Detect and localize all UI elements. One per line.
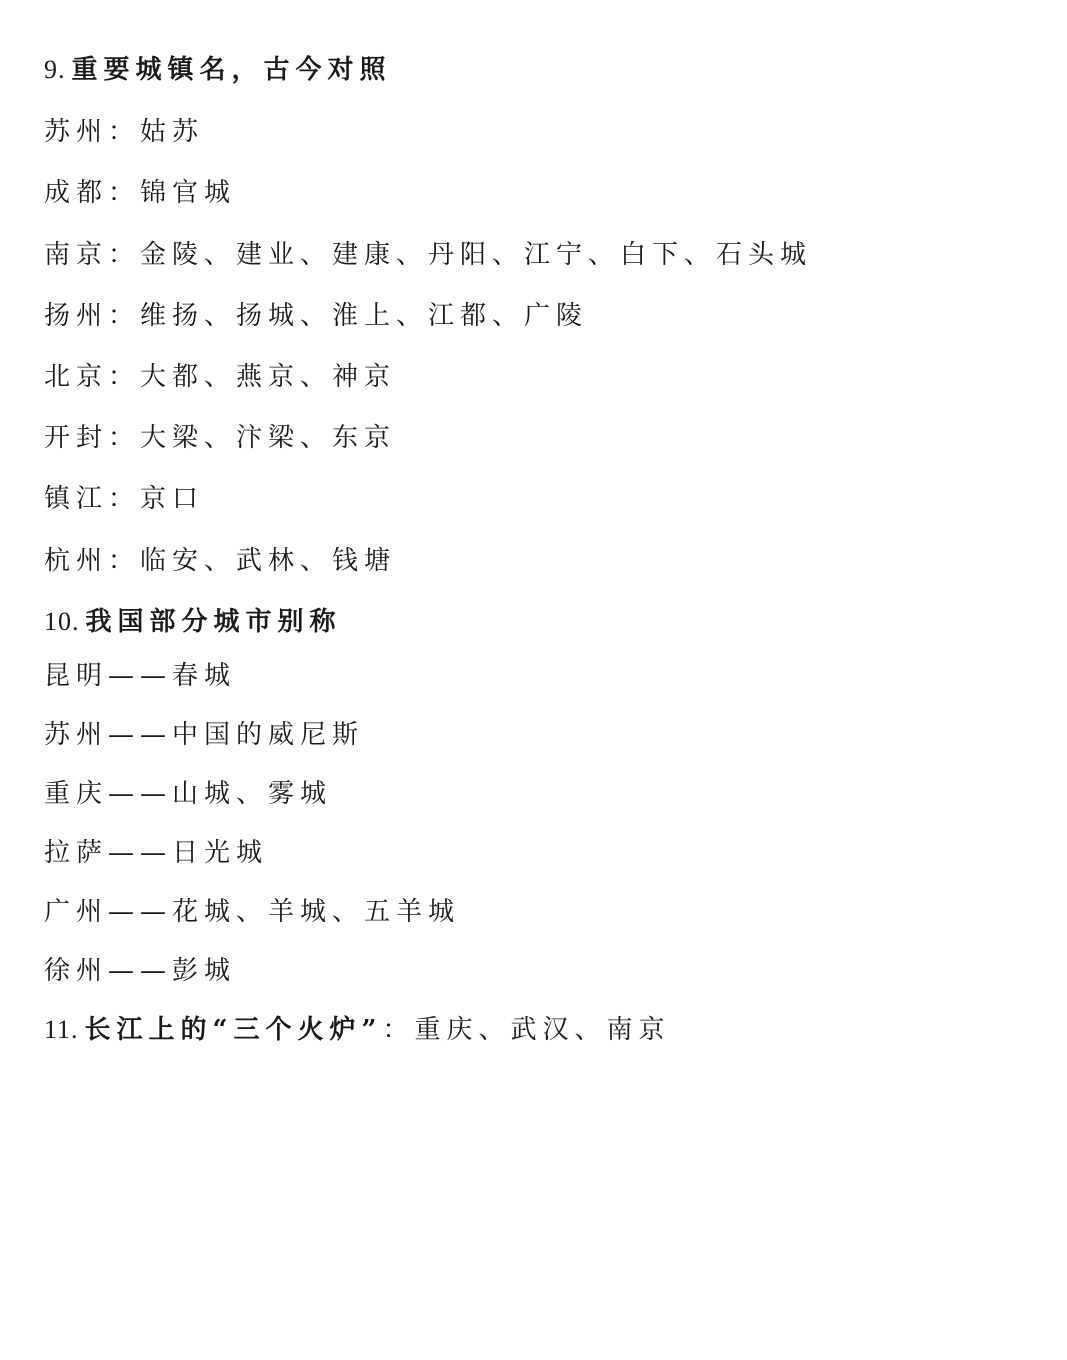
list-item — [44, 659, 236, 693]
separator: —— — [108, 897, 173, 927]
nickname: 花城、羊城、五羊城 — [172, 897, 461, 927]
separator: —— — [108, 779, 173, 809]
nickname: 彭城 — [172, 956, 237, 986]
list-item — [44, 895, 460, 929]
list-item — [44, 176, 236, 210]
ancient-names: 姑苏 — [140, 117, 205, 147]
separator: —— — [108, 661, 173, 691]
nickname: 日光城 — [172, 838, 269, 868]
list-item — [44, 115, 204, 149]
separator: ： — [108, 301, 141, 331]
list-item — [44, 777, 332, 811]
separator: —— — [108, 956, 173, 986]
nickname: 山城、雾城 — [172, 779, 333, 809]
separator: ： — [108, 240, 141, 270]
ancient-names: 金陵、建业、建康、丹阳、江宁、白下、石头城 — [140, 240, 813, 270]
list-item — [44, 482, 204, 516]
city-name: 苏州 — [44, 720, 109, 750]
city-name: 徐州 — [44, 956, 109, 986]
city-name: 昆明 — [44, 661, 109, 691]
city-name: 广州 — [44, 897, 109, 927]
city-name: 拉萨 — [44, 838, 109, 868]
section-number: 9. — [44, 55, 66, 84]
separator: ： — [108, 178, 141, 208]
answer-text: 重庆、武汉、南京 — [414, 1015, 671, 1045]
nickname: 中国的威尼斯 — [172, 720, 365, 750]
list-item — [44, 421, 396, 455]
section-11-heading — [44, 1013, 671, 1047]
separator: —— — [108, 720, 173, 750]
list-item — [44, 238, 812, 272]
section-number: 10. — [44, 607, 80, 636]
nickname: 春城 — [172, 661, 237, 691]
list-item — [44, 954, 236, 988]
city-name: 苏州 — [44, 117, 109, 147]
section-9-heading — [44, 53, 392, 87]
city-name: 杭州 — [44, 546, 109, 576]
ancient-names: 锦官城 — [140, 178, 237, 208]
city-name: 北京 — [44, 362, 109, 392]
section-number: 11. — [44, 1015, 79, 1044]
separator: ： — [108, 423, 141, 453]
list-item — [44, 718, 364, 752]
city-name: 扬州 — [44, 301, 109, 331]
list-item — [44, 836, 268, 870]
city-name: 重庆 — [44, 779, 109, 809]
separator: ： — [382, 1015, 415, 1045]
separator: ： — [108, 117, 141, 147]
ancient-names: 大梁、汴梁、东京 — [140, 423, 397, 453]
section-title: 重要城镇名，古今对照 — [71, 55, 392, 85]
separator: ： — [108, 362, 141, 392]
list-item — [44, 360, 396, 394]
list-item — [44, 299, 588, 333]
section-title: 长江上的“三个火炉” — [84, 1015, 383, 1045]
separator: ： — [108, 484, 141, 514]
city-name: 开封 — [44, 423, 109, 453]
ancient-names: 维扬、扬城、淮上、江都、广陵 — [140, 301, 589, 331]
city-name: 南京 — [44, 240, 109, 270]
city-name: 镇江 — [44, 484, 109, 514]
ancient-names: 大都、燕京、神京 — [140, 362, 397, 392]
ancient-names: 京口 — [140, 484, 205, 514]
separator: ： — [108, 546, 141, 576]
separator: —— — [108, 838, 173, 868]
section-10-heading — [44, 605, 342, 639]
city-name: 成都 — [44, 178, 109, 208]
list-item — [44, 544, 396, 578]
section-title: 我国部分城市别称 — [85, 607, 342, 637]
ancient-names: 临安、武林、钱塘 — [140, 546, 397, 576]
